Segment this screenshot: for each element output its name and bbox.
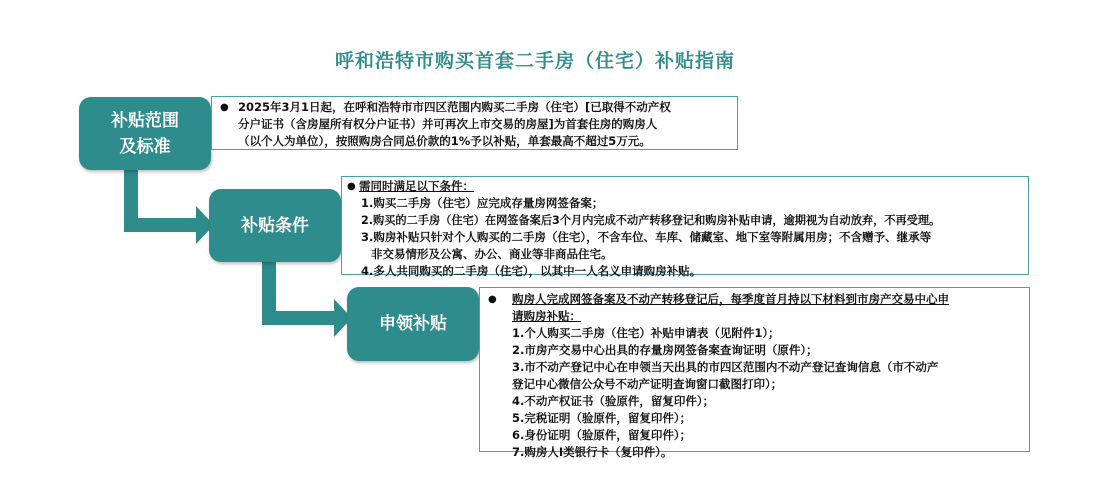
- scope-text-line1: 2025年3月1日起，在呼和浩特市市四区范围内购买二手房（住宅）[已取得不动产权: [238, 100, 671, 114]
- apply-item-3-line2: 登记中心微信公众号不动产证明查询窗口截图打印）；: [512, 377, 783, 391]
- apply-item-2: 2.市房产交易中心出具的存量房网签备案查询证明（原件）；: [512, 343, 818, 357]
- conditions-bullet-icon: ●: [347, 181, 356, 192]
- scope-text-line2: 分户证书（含房屋所有权分户证书）并可再次上市交易的房屋]为首套住房的购房人: [238, 117, 658, 131]
- apply-label-box: [347, 287, 479, 361]
- conditions-item-3-line1: 3.购房补贴只针对个人购买的二手房（住宅），不含车位、车库、储藏室、地下室等附属用房；不含赠予、继承等: [361, 230, 932, 244]
- conditions-item-3-line2: 非交易情形及公寓、办公、商业等非商品住宅。: [371, 247, 613, 261]
- conditions-label-box: [209, 189, 341, 262]
- apply-item-7: 7.购房人Ⅰ类银行卡（复印件）。: [512, 445, 673, 459]
- apply-heading-line1: 购房人完成网签备案及不动产转移登记后，每季度首月持以下材料到市房产交易中心申: [512, 292, 949, 306]
- conditions-item-4: 4.多人共同购买的二手房（住宅），以其中一人名义申请购房补贴。: [361, 264, 702, 278]
- conditions-label: 补贴条件: [241, 215, 309, 236]
- apply-item-4: 4.不动产权证书（验原件，留复印件）；: [512, 394, 715, 408]
- scope-bullet-icon: ●: [220, 102, 229, 113]
- scope-text-line3: （以个人为单位），按照购房合同总价款的1%予以补贴，单套最高不超过5万元。: [238, 134, 651, 148]
- apply-item-5: 5.完税证明（验原件，留复印件）；: [512, 411, 692, 425]
- apply-item-1: 1.个人购买二手房（住宅）补贴申请表（见附件1）；: [512, 326, 780, 340]
- scope-label-box: [79, 97, 211, 170]
- scope-label-line2: 及标准: [119, 136, 171, 157]
- page-title: 呼和浩特市购买首套二手房（住宅）补贴指南: [334, 50, 735, 72]
- conditions-item-1: 1.购买二手房（住宅）应完成存量房网签备案；: [361, 196, 604, 210]
- arrow-connector-1: [124, 170, 214, 244]
- conditions-heading: 需同时满足以下条件：: [359, 179, 474, 193]
- apply-heading-line2: 请购房补贴：: [512, 309, 581, 323]
- conditions-content-box: [341, 176, 1029, 278]
- apply-item-6: 6.身份证明（验原件，留复印件）；: [512, 428, 692, 442]
- scope-content-box: [211, 96, 738, 150]
- apply-label: 申领补贴: [379, 314, 447, 334]
- scope-label-line1: 补贴范围: [111, 110, 179, 131]
- apply-bullet-icon: ●: [488, 294, 497, 305]
- conditions-item-2: 2.购买的二手房（住宅）在网签备案后3个月内完成不动产转移登记和购房补贴申请，逾期视为自动放弃，不再受理。: [361, 214, 941, 227]
- arrow-connector-2: [262, 262, 352, 337]
- apply-content-box: [479, 287, 1030, 459]
- apply-item-3-line1: 3.市不动产登记中心在申领当天出具的市四区范围内不动产登记查询信息（市不动产: [512, 360, 939, 374]
